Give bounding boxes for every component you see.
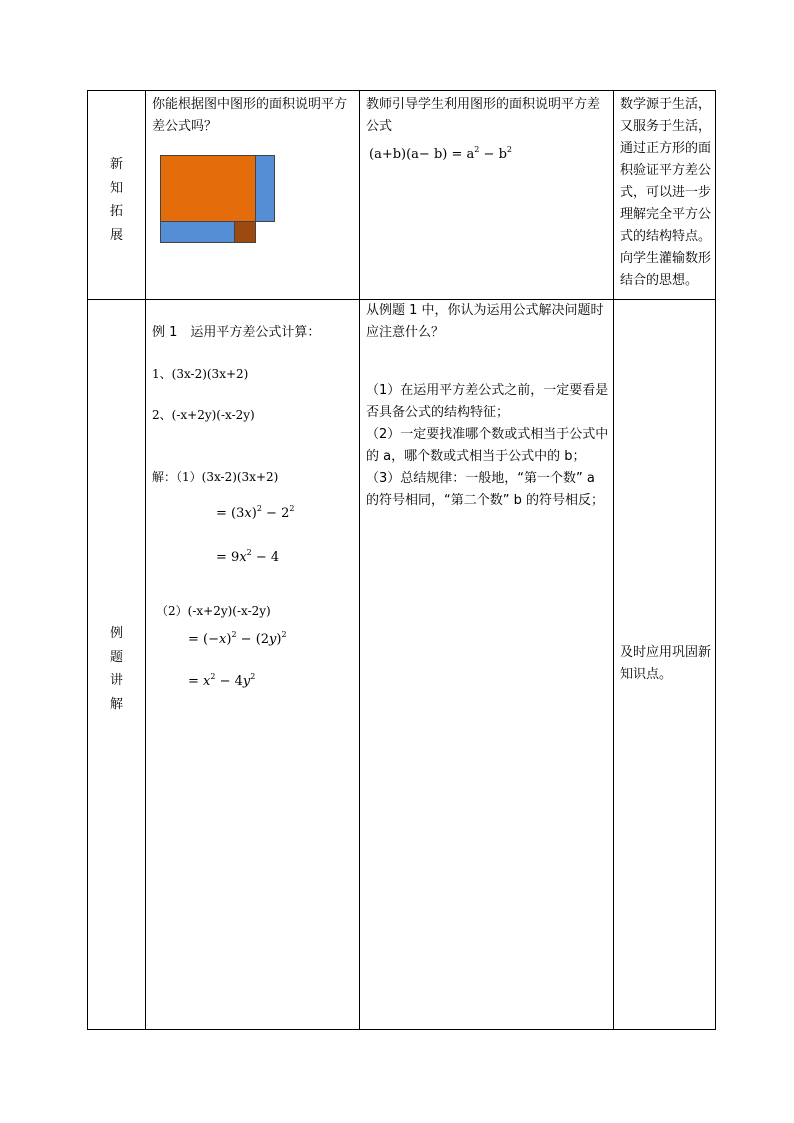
- solution-intro: 解：（1）(3x-2)(3x+2): [152, 470, 279, 484]
- brown-square: [235, 222, 256, 243]
- row1-teacher-cell: [360, 91, 614, 300]
- row1-label-cell: [88, 91, 146, 300]
- row2-label: 例 题 讲 解: [109, 626, 123, 712]
- row-examples: [88, 300, 716, 1030]
- difference-of-squares-figure: [160, 155, 280, 249]
- row1-label: 新 知 拓 展: [109, 157, 123, 243]
- row1-purpose: 数学源于生活，又服务于生活，通过正方形的面积验证平方差公式，可以进一步理解完全平方公式的结构特点。向学生灌输数形结合的思想。: [620, 97, 712, 288]
- blue-horizontal-rect: [161, 222, 235, 243]
- example-title: 例 1 运用平方差公式计算：: [152, 325, 321, 340]
- sol1-step2: = $9x^2 - 4$: [216, 548, 280, 565]
- row1-formula: $(a+b)(a- b) = a^2 - b^2$: [369, 145, 512, 162]
- row1-content-cell: [146, 91, 360, 300]
- sol2-step1: = $(-x)^2 - (2y)^2$: [188, 630, 287, 647]
- key-points: [360, 344, 613, 512]
- key-point-3: （3）总结规律：一般地，“第一个数” a 的符号相同，“第二个数” b 的符号相反；: [366, 471, 604, 508]
- sol2-intro: （2）(-x+2y)(-x-2y): [156, 604, 271, 618]
- key-point-1: （1）在运用平方差公式之前，一定要看是否具备公式的结构特征；: [366, 383, 609, 420]
- sol1-step1: = $(3x)^2 - 2^2$: [216, 504, 295, 521]
- row2-label-cell: [88, 300, 146, 1030]
- lesson-table: [87, 90, 716, 1030]
- key-point-2: （2）一定要找准哪个数或式相当于公式中的 a，哪个数或式相当于公式中的 b；: [366, 427, 609, 464]
- row1-question: 你能根据图中图形的面积说明平方差公式吗？: [152, 97, 348, 134]
- row-new-knowledge: [88, 91, 716, 300]
- orange-rect: [161, 156, 256, 222]
- row1-teacher-text: 教师引导学生利用图形的面积说明平方差公式: [366, 97, 601, 134]
- problem-2: 2、(-x+2y)(-x-2y): [152, 408, 255, 422]
- row2-teacher-cell: [360, 300, 614, 1030]
- teacher-question: 从例题 1 中，你认为运用公式解决问题时应注意什么？: [366, 303, 604, 340]
- sol2-step2: = $x^2 - 4y^2$: [188, 672, 256, 689]
- problem-1: 1、(3x-2)(3x+2): [152, 367, 249, 381]
- row2-purpose-cell: [614, 300, 716, 1030]
- row2-purpose: 及时应用巩固新知识点。: [620, 645, 712, 682]
- row2-content-cell: [146, 300, 360, 1030]
- blue-vertical-rect: [256, 156, 275, 222]
- row1-purpose-cell: [614, 91, 716, 300]
